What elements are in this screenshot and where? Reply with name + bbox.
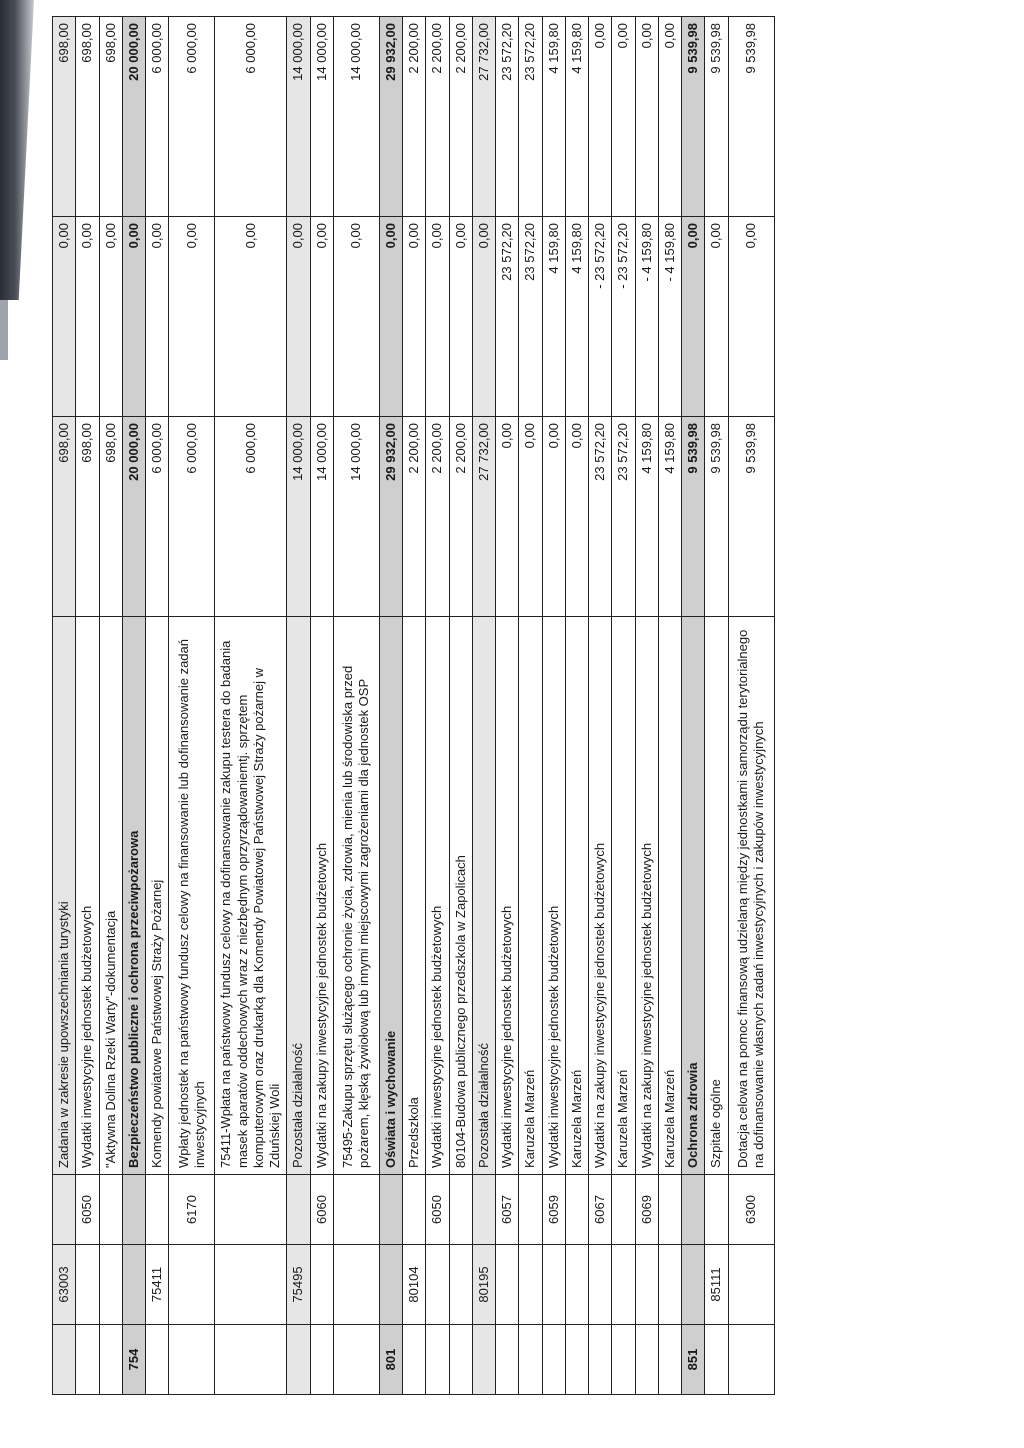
- description-cell: Wydatki na zakupy inwestycyjne jednostek budżetowych: [310, 617, 333, 1175]
- plan-after-cell: 0,00: [589, 17, 612, 217]
- paragraf-cell: 6057: [496, 1175, 519, 1245]
- table-row: [379, 17, 402, 1395]
- dzial-cell: [426, 1325, 449, 1395]
- table-row: [589, 17, 612, 1395]
- description-cell: Przedszkola: [403, 617, 426, 1175]
- change-cell: 0,00: [287, 217, 310, 417]
- plan-after-cell: 698,00: [76, 17, 99, 217]
- change-cell: 4 159,80: [565, 217, 588, 417]
- rozdzial-cell: [519, 1245, 542, 1325]
- plan-before-cell: 0,00: [565, 417, 588, 617]
- plan-after-cell: 9 539,98: [728, 17, 774, 217]
- paragraf-cell: [472, 1175, 495, 1245]
- change-cell: - 23 572,20: [589, 217, 612, 417]
- plan-before-cell: 9 539,98: [682, 417, 705, 617]
- plan-before-cell: 4 159,80: [635, 417, 658, 617]
- paragraf-cell: [146, 1175, 169, 1245]
- plan-before-cell: 9 539,98: [705, 417, 728, 617]
- dzial-cell: [310, 1325, 333, 1395]
- change-cell: 0,00: [426, 217, 449, 417]
- paragraf-cell: 6069: [635, 1175, 658, 1245]
- change-cell: 0,00: [449, 217, 472, 417]
- plan-before-cell: 23 572,20: [612, 417, 635, 617]
- budget-table-body: [53, 17, 775, 1395]
- rozdzial-cell: [76, 1245, 99, 1325]
- rozdzial-cell: 80104: [403, 1245, 426, 1325]
- rozdzial-cell: [565, 1245, 588, 1325]
- table-row: [612, 17, 635, 1395]
- change-cell: - 23 572,20: [612, 217, 635, 417]
- description-cell: Ochrona zdrowia: [682, 617, 705, 1175]
- description-cell: Karuzela Marzeń: [658, 617, 681, 1175]
- table-row: [449, 17, 472, 1395]
- paragraf-cell: 6067: [589, 1175, 612, 1245]
- change-cell: 4 159,80: [542, 217, 565, 417]
- plan-after-cell: 2 200,00: [426, 17, 449, 217]
- plan-before-cell: 29 932,00: [379, 417, 402, 617]
- description-cell: Pozostała działalność: [287, 617, 310, 1175]
- description-cell: Wydatki na zakupy inwestycyjne jednostek budżetowych: [635, 617, 658, 1175]
- description-cell: 75411-Wpłata na państwowy fundusz celowy na dofinansowanie zakupu testera do badania masek aparatów oddechowych wraz z niezbędnym oprzyrządowaniemtj. sprzętem komputerowym oraz drukarką dla Komendy Powiatowej Państwowej Straży pożarnej w Zduńskiej Woli: [215, 617, 287, 1175]
- plan-before-cell: 0,00: [519, 417, 542, 617]
- dzial-cell: [542, 1325, 565, 1395]
- change-cell: 0,00: [169, 217, 215, 417]
- dzial-cell: [472, 1325, 495, 1395]
- change-cell: 0,00: [76, 217, 99, 417]
- rozdzial-cell: [215, 1245, 287, 1325]
- paragraf-cell: [122, 1175, 145, 1245]
- plan-after-cell: 9 539,98: [682, 17, 705, 217]
- plan-after-cell: 29 932,00: [379, 17, 402, 217]
- description-cell: Wydatki inwestycyjne jednostek budżetowych: [426, 617, 449, 1175]
- rozdzial-cell: 75495: [287, 1245, 310, 1325]
- change-cell: - 4 159,80: [658, 217, 681, 417]
- rozdzial-cell: [635, 1245, 658, 1325]
- plan-before-cell: 2 200,00: [403, 417, 426, 617]
- dzial-cell: [728, 1325, 774, 1395]
- paragraf-cell: [519, 1175, 542, 1245]
- plan-after-cell: 6 000,00: [169, 17, 215, 217]
- paragraf-cell: [99, 1175, 122, 1245]
- rozdzial-cell: [496, 1245, 519, 1325]
- plan-after-cell: 0,00: [612, 17, 635, 217]
- rozdzial-cell: [449, 1245, 472, 1325]
- change-cell: 23 572,20: [519, 217, 542, 417]
- paragraf-cell: [333, 1175, 379, 1245]
- table-row: [215, 17, 287, 1395]
- description-cell: 75495-Zakupu sprzętu służącego ochronie życia, zdrowia, mienia lub środowiska przed pożarem, klęską żywiołową lub innymi miejscowymi zagrożeniami dla jednostek OSP: [333, 617, 379, 1175]
- change-cell: 0,00: [333, 217, 379, 417]
- plan-after-cell: 23 572,20: [519, 17, 542, 217]
- change-cell: 0,00: [472, 217, 495, 417]
- paragraf-cell: [658, 1175, 681, 1245]
- plan-after-cell: 4 159,80: [565, 17, 588, 217]
- paragraf-cell: [379, 1175, 402, 1245]
- dzial-cell: [496, 1325, 519, 1395]
- paragraf-cell: 6050: [76, 1175, 99, 1245]
- table-row: [565, 17, 588, 1395]
- plan-after-cell: 698,00: [53, 17, 76, 217]
- dzial-cell: 754: [122, 1325, 145, 1395]
- dzial-cell: [589, 1325, 612, 1395]
- plan-before-cell: 14 000,00: [333, 417, 379, 617]
- table-row: [426, 17, 449, 1395]
- rozdzial-cell: [169, 1245, 215, 1325]
- description-cell: Bezpieczeństwo publiczne i ochrona przeciwpożarowa: [122, 617, 145, 1175]
- table-row: [658, 17, 681, 1395]
- dzial-cell: [287, 1325, 310, 1395]
- plan-before-cell: 9 539,98: [728, 417, 774, 617]
- description-cell: "Aktywna Dolina Rzeki Warty"-dokumentacja: [99, 617, 122, 1175]
- description-cell: Dotacja celowa na pomoc finansową udzielaną między jednostkami samorządu terytorialnego na dofinansowanie własnych zadań inwestycyjnych i zakupów inwestycyjnych: [728, 617, 774, 1175]
- change-cell: 0,00: [403, 217, 426, 417]
- plan-after-cell: 9 539,98: [705, 17, 728, 217]
- table-row: [310, 17, 333, 1395]
- table-row: [287, 17, 310, 1395]
- description-cell: Komendy powiatowe Państwowej Straży Pożarnej: [146, 617, 169, 1175]
- change-cell: 0,00: [728, 217, 774, 417]
- table-row: [76, 17, 99, 1395]
- change-cell: 0,00: [215, 217, 287, 417]
- plan-after-cell: 4 159,80: [542, 17, 565, 217]
- table-row: [496, 17, 519, 1395]
- rozdzial-cell: [589, 1245, 612, 1325]
- change-cell: 0,00: [682, 217, 705, 417]
- change-cell: 0,00: [379, 217, 402, 417]
- rozdzial-cell: [542, 1245, 565, 1325]
- table-row: [146, 17, 169, 1395]
- change-cell: 23 572,20: [496, 217, 519, 417]
- table-row: [99, 17, 122, 1395]
- rozdzial-cell: 85111: [705, 1245, 728, 1325]
- plan-after-cell: 0,00: [635, 17, 658, 217]
- dzial-cell: [519, 1325, 542, 1395]
- paragraf-cell: 6050: [426, 1175, 449, 1245]
- description-cell: Karuzela Marzeń: [519, 617, 542, 1175]
- description-cell: Karuzela Marzeń: [565, 617, 588, 1175]
- plan-after-cell: 14 000,00: [287, 17, 310, 217]
- dzial-cell: [635, 1325, 658, 1395]
- rozdzial-cell: 63003: [53, 1245, 76, 1325]
- rotated-page: [52, 0, 972, 1395]
- plan-after-cell: 23 572,20: [496, 17, 519, 217]
- plan-after-cell: 14 000,00: [310, 17, 333, 217]
- plan-before-cell: 6 000,00: [169, 417, 215, 617]
- plan-before-cell: 2 200,00: [426, 417, 449, 617]
- paragraf-cell: [682, 1175, 705, 1245]
- table-row: [122, 17, 145, 1395]
- table-row: [542, 17, 565, 1395]
- description-cell: Karuzela Marzeń: [612, 617, 635, 1175]
- table-row: [169, 17, 215, 1395]
- dzial-cell: [99, 1325, 122, 1395]
- plan-before-cell: 0,00: [496, 417, 519, 617]
- dzial-cell: [612, 1325, 635, 1395]
- plan-before-cell: 0,00: [542, 417, 565, 617]
- plan-before-cell: 698,00: [99, 417, 122, 617]
- dzial-cell: [146, 1325, 169, 1395]
- plan-after-cell: 698,00: [99, 17, 122, 217]
- plan-after-cell: 2 200,00: [449, 17, 472, 217]
- scan-dark-edge: [0, 0, 34, 300]
- table-row: [333, 17, 379, 1395]
- plan-after-cell: 6 000,00: [215, 17, 287, 217]
- dzial-cell: 801: [379, 1325, 402, 1395]
- paragraf-cell: [612, 1175, 635, 1245]
- rozdzial-cell: [728, 1245, 774, 1325]
- dzial-cell: [169, 1325, 215, 1395]
- rozdzial-cell: [682, 1245, 705, 1325]
- dzial-cell: [705, 1325, 728, 1395]
- change-cell: 0,00: [53, 217, 76, 417]
- paragraf-cell: [53, 1175, 76, 1245]
- rozdzial-cell: [310, 1245, 333, 1325]
- plan-before-cell: 698,00: [53, 417, 76, 617]
- plan-after-cell: 27 732,00: [472, 17, 495, 217]
- plan-before-cell: 20 000,00: [122, 417, 145, 617]
- description-cell: Wydatki inwestycyjne jednostek budżetowych: [76, 617, 99, 1175]
- dzial-cell: [449, 1325, 472, 1395]
- plan-before-cell: 27 732,00: [472, 417, 495, 617]
- plan-after-cell: 14 000,00: [333, 17, 379, 217]
- plan-before-cell: 23 572,20: [589, 417, 612, 617]
- dzial-cell: 851: [682, 1325, 705, 1395]
- paragraf-cell: [449, 1175, 472, 1245]
- paragraf-cell: [565, 1175, 588, 1245]
- change-cell: 0,00: [310, 217, 333, 417]
- table-row: [705, 17, 728, 1395]
- rozdzial-cell: [122, 1245, 145, 1325]
- description-cell: Oświata i wychowanie: [379, 617, 402, 1175]
- paragraf-cell: 6059: [542, 1175, 565, 1245]
- plan-before-cell: 4 159,80: [658, 417, 681, 617]
- dzial-cell: [53, 1325, 76, 1395]
- description-cell: Pozostała działalność: [472, 617, 495, 1175]
- description-cell: Szpitale ogólne: [705, 617, 728, 1175]
- description-cell: Zadania w zakresie upowszechniania turystyki: [53, 617, 76, 1175]
- description-cell: Wpłaty jednostek na państwowy fundusz celowy na finansowanie lub dofinansowanie zadań inwestycyjnych: [169, 617, 215, 1175]
- change-cell: 0,00: [99, 217, 122, 417]
- scan-edge-shadow: [0, 300, 8, 360]
- paragraf-cell: [215, 1175, 287, 1245]
- plan-after-cell: 2 200,00: [403, 17, 426, 217]
- paragraf-cell: 6060: [310, 1175, 333, 1245]
- plan-before-cell: 2 200,00: [449, 417, 472, 617]
- paragraf-cell: 6170: [169, 1175, 215, 1245]
- dzial-cell: [565, 1325, 588, 1395]
- dzial-cell: [403, 1325, 426, 1395]
- table-row: [53, 17, 76, 1395]
- table-row: [682, 17, 705, 1395]
- dzial-cell: [76, 1325, 99, 1395]
- paragraf-cell: [705, 1175, 728, 1245]
- plan-before-cell: 698,00: [76, 417, 99, 617]
- rozdzial-cell: [99, 1245, 122, 1325]
- plan-before-cell: 6 000,00: [215, 417, 287, 617]
- paragraf-cell: [403, 1175, 426, 1245]
- rozdzial-cell: 80195: [472, 1245, 495, 1325]
- table-row: [519, 17, 542, 1395]
- description-cell: Wydatki inwestycyjne jednostek budżetowych: [542, 617, 565, 1175]
- plan-before-cell: 14 000,00: [287, 417, 310, 617]
- rozdzial-cell: [612, 1245, 635, 1325]
- change-cell: 0,00: [146, 217, 169, 417]
- rozdzial-cell: [658, 1245, 681, 1325]
- table-row: [472, 17, 495, 1395]
- budget-table: [52, 16, 775, 1395]
- change-cell: - 4 159,80: [635, 217, 658, 417]
- dzial-cell: [333, 1325, 379, 1395]
- rozdzial-cell: [426, 1245, 449, 1325]
- paragraf-cell: 6300: [728, 1175, 774, 1245]
- plan-before-cell: 14 000,00: [310, 417, 333, 617]
- change-cell: 0,00: [122, 217, 145, 417]
- table-row: [728, 17, 774, 1395]
- plan-after-cell: 0,00: [658, 17, 681, 217]
- plan-after-cell: 20 000,00: [122, 17, 145, 217]
- description-cell: Wydatki na zakupy inwestycyjne jednostek budżetowych: [589, 617, 612, 1175]
- plan-before-cell: 6 000,00: [146, 417, 169, 617]
- plan-after-cell: 6 000,00: [146, 17, 169, 217]
- rozdzial-cell: [333, 1245, 379, 1325]
- table-row: [635, 17, 658, 1395]
- paragraf-cell: [287, 1175, 310, 1245]
- table-row: [403, 17, 426, 1395]
- rozdzial-cell: [379, 1245, 402, 1325]
- rozdzial-cell: 75411: [146, 1245, 169, 1325]
- description-cell: Wydatki inwestycyjne jednostek budżetowych: [496, 617, 519, 1175]
- dzial-cell: [658, 1325, 681, 1395]
- dzial-cell: [215, 1325, 287, 1395]
- change-cell: 0,00: [705, 217, 728, 417]
- description-cell: 80104-Budowa publicznego przedszkola w Zapolicach: [449, 617, 472, 1175]
